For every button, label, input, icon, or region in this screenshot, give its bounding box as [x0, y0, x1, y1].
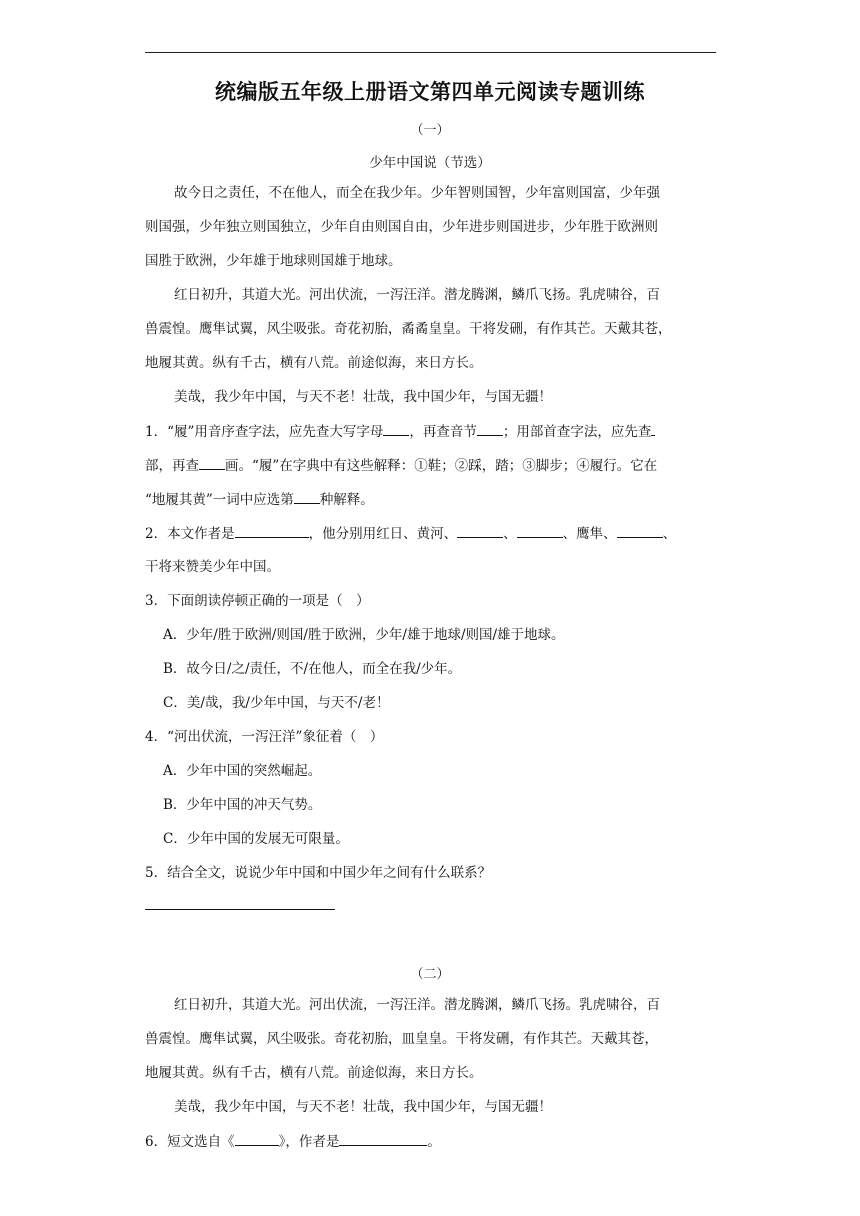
answer-blank[interactable] [383, 421, 409, 436]
question-1-line-2 [145, 455, 716, 476]
answer-blank[interactable] [199, 455, 225, 470]
answer-blank[interactable] [617, 523, 663, 538]
question-text: 6．短文选自《 [145, 1134, 235, 1150]
question-text: ；用部首查字法，应先查 [502, 424, 652, 440]
paragraph-line: 美哉，我少年中国，与天不老！壮哉，我中国少年，与国无疆！ [174, 1099, 552, 1115]
question-2-line-1 [145, 523, 716, 544]
paragraph-line: 红日初升，其道大光。河出伏流，一泻汪洋。潜龙腾渊，鳞爪飞扬。乳虎啸谷，百 [174, 997, 660, 1013]
paragraph-line: 故今日之责任，不在他人，而全在我少年。少年智则国智，少年富则国富，少年强 [174, 185, 660, 201]
question-1-line-3 [145, 489, 716, 510]
question-4-option-b[interactable]: B．少年中国的冲天气势。 [163, 797, 322, 813]
question-text: “地履其黄”一词中应选第 [145, 492, 294, 508]
section-label-2: （二） [410, 967, 450, 982]
question-2-line-2: 干将来赞美少年中国。 [145, 559, 280, 575]
paragraph-line: 美哉，我少年中国，与天不老！壮哉，我中国少年，与国无疆！ [174, 389, 552, 405]
header-rule [145, 52, 716, 53]
question-text: 、 [662, 526, 677, 542]
question-3-option-c[interactable]: C．美/哉，我/少年中国，与天不/老！ [163, 695, 390, 711]
question-text: 画。“履”在字典中有这些解释：①鞋；②踩，踏；③脚步；④履行。它在 [225, 458, 658, 474]
question-text: 部，再查 [145, 458, 199, 474]
question-4-stem: 4．“河出伏流，一泻汪洋”象征着（ ） [145, 729, 384, 745]
passage-title: 少年中国说（节选） [369, 155, 491, 171]
answer-blank[interactable] [517, 523, 563, 538]
question-4-option-c[interactable]: C．少年中国的发展无可限量。 [163, 831, 349, 847]
paragraph-line: 地履其黄。纵有千古，横有八荒。前途似海，来日方长。 [145, 355, 483, 371]
question-text: 》，作者是 [278, 1134, 340, 1150]
answer-blank[interactable] [235, 523, 309, 538]
paragraph-line: 兽震惶。鹰隼试翼，风尘吸张。奇花初胎，皿皇皇。干将发硎，有作其芒。天戴其苍， [145, 1031, 658, 1047]
section-label-1: （一） [410, 123, 450, 138]
paragraph-line: 兽震惶。鹰隼试翼，风尘吸张。奇花初胎，矞矞皇皇。干将发硎，有作其芒。天戴其苍， [145, 321, 672, 337]
question-3-stem: 3．下面朗读停顿正确的一项是（ ） [145, 593, 370, 609]
page-title: 统编版五年级上册语文第四单元阅读专题训练 [215, 80, 645, 104]
question-text: 种解释。 [319, 492, 374, 508]
question-text: 、鹰隼、 [562, 526, 617, 542]
question-text: ，他分别用红日、黄河、 [308, 526, 458, 542]
question-text: ，再查音节 [409, 424, 477, 440]
paragraph-line: 地履其黄。纵有千古，横有八荒。前途似海，来日方长。 [145, 1065, 483, 1081]
answer-line[interactable] [145, 909, 335, 910]
question-5-stem: 5．结合全文，说说少年中国和中国少年之间有什么联系？ [145, 865, 492, 881]
question-1-line-1 [145, 421, 716, 442]
question-text: 。 [427, 1134, 441, 1150]
question-3-option-b[interactable]: B．故今日/之/责任，不/在他人，而全在我/少年。 [163, 661, 462, 677]
answer-blank[interactable] [339, 1131, 427, 1146]
answer-blank[interactable] [477, 421, 503, 436]
answer-blank[interactable] [457, 523, 503, 538]
question-4-option-a[interactable]: A．少年中国的突然崛起。 [163, 763, 322, 779]
paragraph-line: 红日初升，其道大光。河出伏流，一泻汪洋。潜龙腾渊，鳞爪飞扬。乳虎啸谷，百 [174, 287, 660, 303]
answer-blank[interactable] [235, 1131, 279, 1146]
answer-blank[interactable] [651, 421, 655, 436]
paragraph-line: 国胜于欧洲，少年雄于地球则国雄于地球。 [145, 253, 402, 269]
question-text: 1．“履”用音序查字法，应先查大写字母 [145, 424, 384, 440]
question-text: 2．本文作者是 [145, 526, 235, 542]
paragraph-line: 则国强，少年独立则国独立，少年自由则国自由，少年进步则国进步，少年胜于欧洲则 [145, 219, 658, 235]
question-6-line [145, 1131, 716, 1152]
question-text: 、 [503, 526, 517, 542]
question-3-option-a[interactable]: A．少年/胜于欧洲/则国/胜于欧洲，少年/雄于地球/则国/雄于地球。 [163, 627, 565, 643]
answer-blank[interactable] [294, 489, 320, 504]
